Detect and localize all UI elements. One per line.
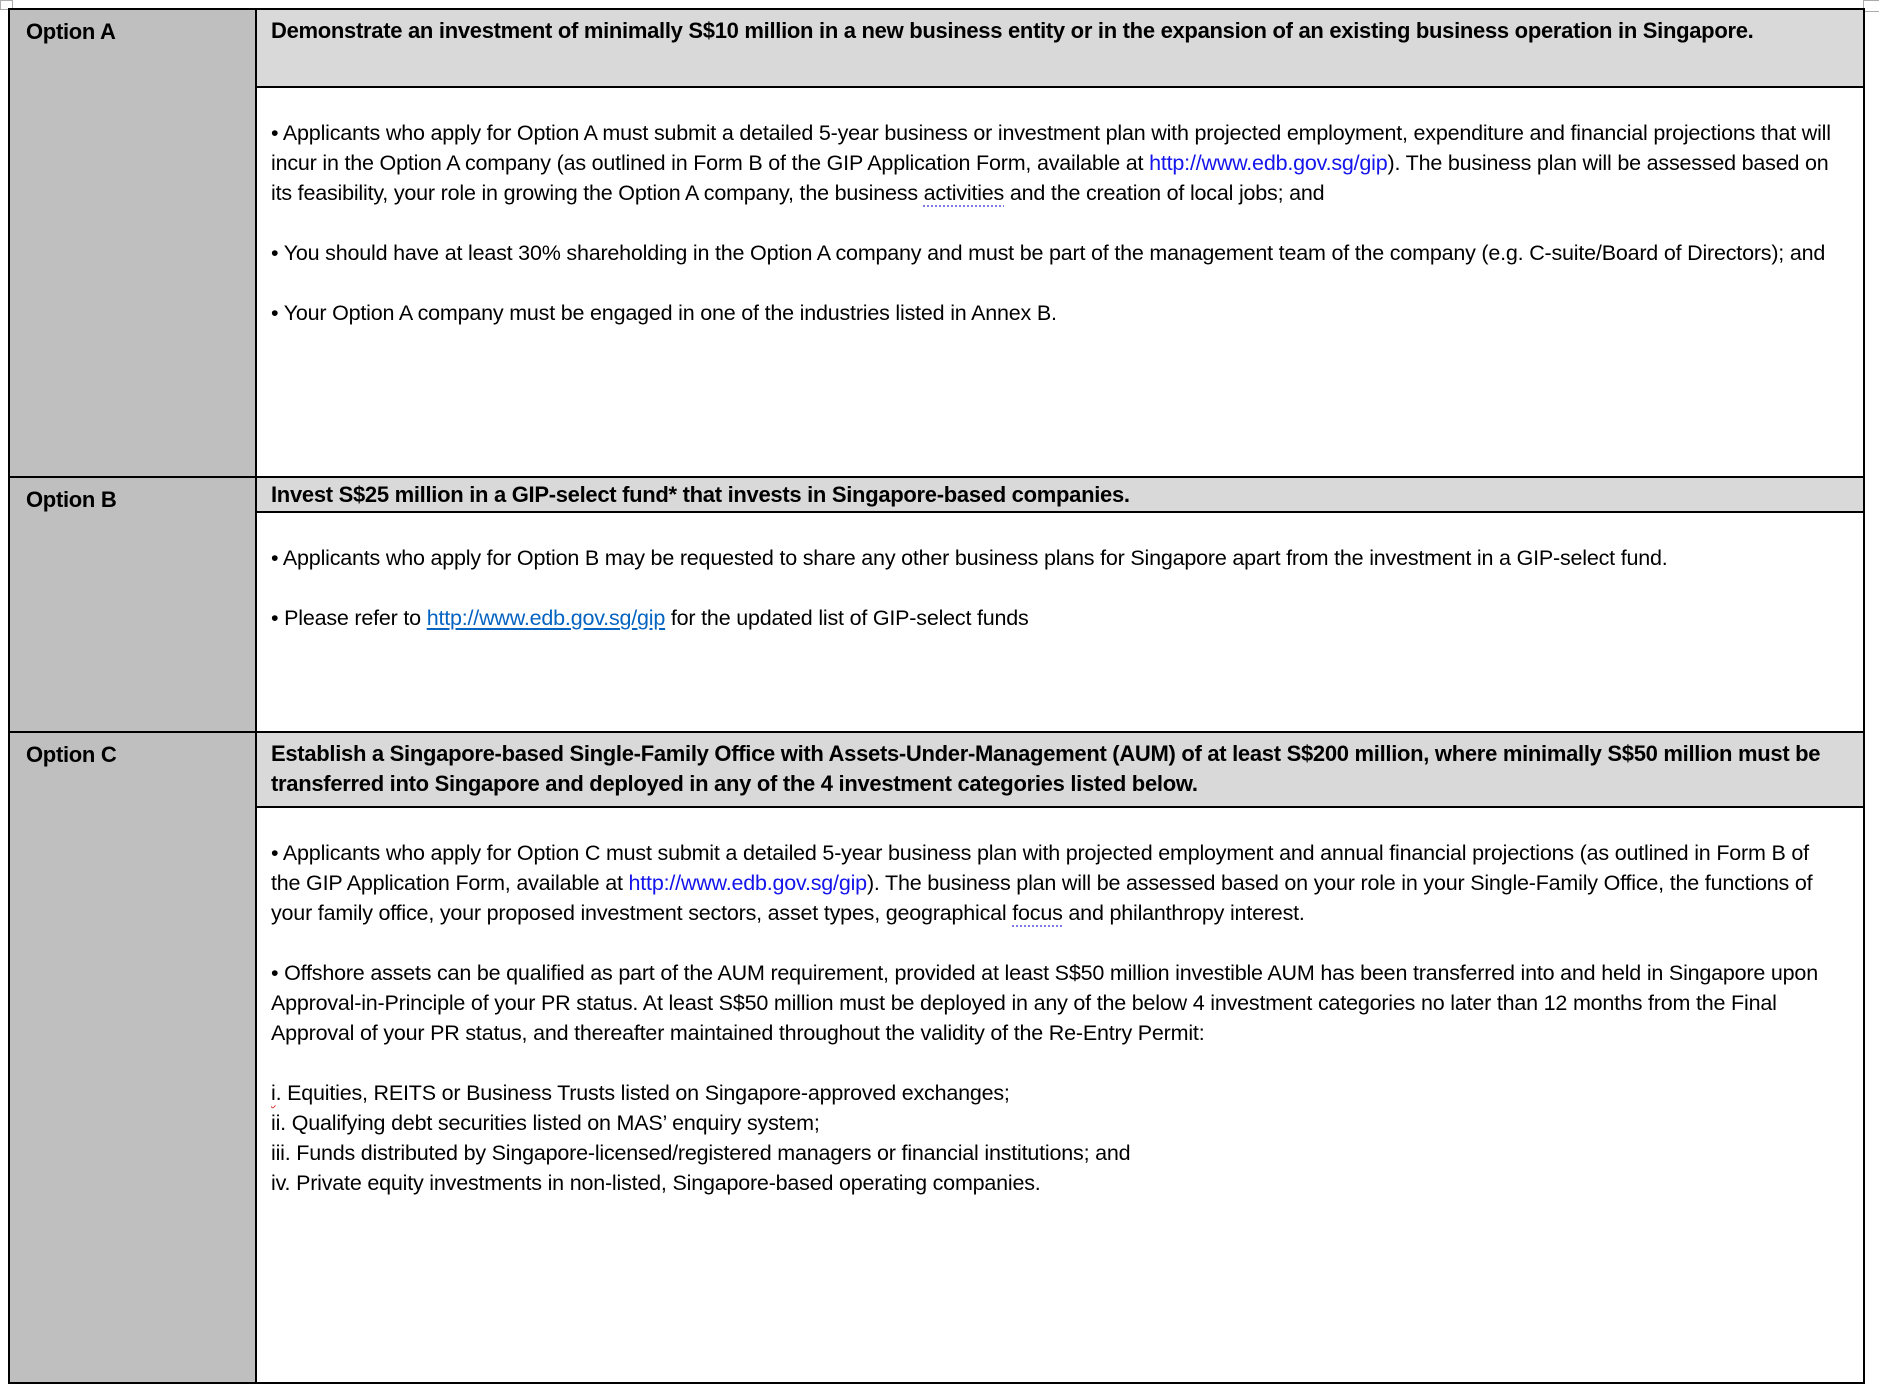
- option-a-content-column: [257, 10, 1863, 476]
- hyperlink[interactable]: http://www.edb.gov.sg/gip: [1149, 151, 1388, 175]
- table-row-option-c: [10, 731, 1863, 1382]
- text-segment: i: [271, 1081, 276, 1105]
- text-segment: • Offshore assets can be qualified as part of the AUM requirement, provided at least S$50 million investible AUM has been transferred into and held in Singapore upon Approval-in-Principle of your PR status. At least S$50 million must be deployed in any of the below 4 investment categories no later than 12 months from the Final Approval of your PR status, and thereafter maintained throughout the validity of the Re-Entry Permit:: [271, 961, 1818, 1045]
- option-b-label-cell: [10, 478, 257, 731]
- option-a-label: Option A: [26, 19, 116, 44]
- paragraph: [271, 543, 1843, 573]
- text-segment: ). The business plan will be assessed based on its feasibility, your role in growing the Option A company, the business: [271, 151, 1829, 205]
- paragraph: [271, 1168, 1843, 1198]
- text-segment: • Applicants who apply for Option A must submit a detailed 5-year business or investment plan with projected employment, expenditure and financial projections that will incur in the Option A company (as outlined in Form B of the GIP Application Form, available at: [271, 121, 1831, 175]
- text-segment: and the creation of local jobs; and: [1004, 181, 1325, 205]
- text-segment: ii. Qualifying debt securities listed on MAS’ enquiry system;: [271, 1111, 820, 1135]
- text-segment: • You should have at least 30% shareholding in the Option A company and must be part of the management team of the company (e.g. C-suite/Board of Directors); and: [271, 241, 1826, 265]
- investment-options-table: [8, 8, 1865, 1384]
- hyperlink[interactable]: http://www.edb.gov.sg/gip: [628, 871, 867, 895]
- option-b-details: [257, 513, 1863, 731]
- paragraph: [271, 1138, 1843, 1168]
- paragraph: [271, 118, 1843, 208]
- option-a-label-cell: [10, 10, 257, 476]
- paragraph: [271, 838, 1843, 928]
- table-row-option-a: [10, 10, 1863, 476]
- paragraph: [271, 1078, 1843, 1108]
- text-segment: focus: [1012, 901, 1063, 925]
- option-c-label-cell: [10, 733, 257, 1382]
- paragraph: [271, 603, 1843, 633]
- table-row-option-b: [10, 476, 1863, 731]
- option-b-label: Option B: [26, 487, 117, 512]
- option-c-details: [257, 808, 1863, 1382]
- option-a-requirement-header: Demonstrate an investment of minimally S$10 million in a new business entity or in the expansion of an existing business operation in Singapore.: [257, 10, 1863, 88]
- text-segment: and philanthropy interest.: [1062, 901, 1305, 925]
- option-b-requirement-header: Invest S$25 million in a GIP-select fund* that invests in Singapore-based companies.: [257, 478, 1863, 513]
- text-segment: • Your Option A company must be engaged in one of the industries listed in Annex B.: [271, 301, 1057, 325]
- text-segment: for the updated list of GIP-select funds: [665, 606, 1029, 630]
- text-segment: ). The business plan will be assessed based on your role in your Single-Family Office, the functions of your family office, your proposed investment sectors, asset types, geographical: [271, 871, 1813, 925]
- table-resize-handle: [1863, 0, 1879, 12]
- option-c-content-column: [257, 733, 1863, 1382]
- hyperlink[interactable]: http://www.edb.gov.sg/gip: [426, 606, 666, 630]
- paragraph: [271, 238, 1843, 268]
- paragraph: [271, 1108, 1843, 1138]
- text-segment: • Applicants who apply for Option B may be requested to share any other business plans for Singapore apart from the investment in a GIP-select fund.: [271, 546, 1668, 570]
- paragraph: [271, 298, 1843, 328]
- text-segment: . Equities, REITS or Business Trusts listed on Singapore-approved exchanges;: [275, 1081, 1010, 1105]
- option-a-details: [257, 88, 1863, 476]
- text-segment: • Applicants who apply for Option C must submit a detailed 5-year business plan with projected employment and annual financial projections (as outlined in Form B of the GIP Application Form, available at: [271, 841, 1809, 895]
- text-segment: activities: [923, 181, 1005, 205]
- option-b-content-column: [257, 478, 1863, 731]
- option-c-requirement-header: Establish a Singapore-based Single-Family Office with Assets-Under-Management (AUM) of at least S$200 million, where minimally S$50 million must be transferred into Singapore and deployed in any of the 4 investment categories listed below.: [257, 733, 1863, 808]
- text-segment: iv. Private equity investments in non-listed, Singapore-based operating companies.: [271, 1171, 1041, 1195]
- option-c-label: Option C: [26, 742, 117, 767]
- text-segment: • Please refer to: [271, 606, 427, 630]
- text-segment: iii. Funds distributed by Singapore-licensed/registered managers or financial institutions; and: [271, 1141, 1131, 1165]
- paragraph: [271, 958, 1843, 1048]
